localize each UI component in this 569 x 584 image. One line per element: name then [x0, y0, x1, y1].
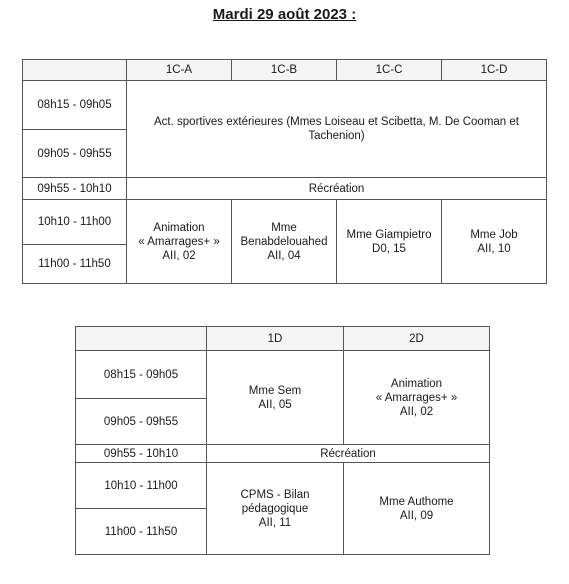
activity-line: « Amarrages+ »	[375, 391, 458, 404]
time-slot: 08h15 - 09h05	[76, 351, 207, 399]
activity-line: AII, 11	[258, 516, 292, 529]
header-1c-d: 1C-D	[442, 60, 547, 81]
activity-line: Act. sportives extérieures (Mmes Loiseau et Scibetta, M. De Cooman et	[154, 116, 519, 128]
activity-line: AII, 05	[258, 398, 292, 411]
activity-line: Benabdelouahed	[240, 235, 328, 248]
activity-line: « Amarrages+ »	[138, 235, 220, 248]
recreation-cell: Récréation	[127, 178, 547, 200]
activity-cell-1c-d	[442, 200, 547, 284]
recreation-cell: Récréation	[207, 445, 490, 463]
activity-line: D0, 15	[372, 242, 406, 255]
header-1c-a: 1C-A	[127, 60, 232, 81]
page-title: Mardi 29 août 2023 :	[212, 6, 357, 23]
activity-line: Mme	[271, 221, 297, 234]
header-1c-b: 1C-B	[232, 60, 337, 81]
activity-sport-cell	[127, 81, 547, 178]
header-2d: 2D	[344, 327, 490, 351]
time-slot: 11h00 - 11h50	[23, 245, 127, 284]
header-1d: 1D	[207, 327, 344, 351]
activity-line: AII, 04	[267, 249, 301, 262]
activity-line: AII, 10	[477, 242, 511, 255]
time-slot: 09h05 - 09h55	[76, 399, 207, 445]
activity-line: Mme Sem	[248, 384, 302, 397]
activity-cell-1c-b	[232, 200, 337, 284]
schedule-table-1d-2d	[75, 326, 490, 555]
activity-line: Animation	[153, 221, 205, 234]
header-1c-c: 1C-C	[337, 60, 442, 81]
time-slot: 09h55 - 10h10	[23, 178, 127, 200]
activity-line: AII, 02	[162, 249, 196, 262]
activity-line: AII, 09	[399, 509, 434, 522]
activity-line: pédagogique	[241, 502, 309, 515]
time-slot: 09h55 - 10h10	[76, 445, 207, 463]
activity-line: Mme Job	[470, 228, 518, 241]
activity-cell-2d	[344, 463, 490, 555]
activity-line: Tachenion)	[308, 130, 365, 142]
activity-cell-2d	[344, 351, 490, 445]
header-empty	[76, 327, 207, 351]
time-slot: 11h00 - 11h50	[76, 509, 207, 555]
activity-cell-1d	[207, 351, 344, 445]
header-empty	[23, 60, 127, 81]
activity-cell-1c-c	[337, 200, 442, 284]
activity-cell-1c-a	[127, 200, 232, 284]
time-slot: 09h05 - 09h55	[23, 130, 127, 178]
activity-line: CPMS - Bilan	[240, 488, 310, 501]
activity-line: Animation	[390, 377, 443, 390]
time-slot: 10h10 - 11h00	[23, 200, 127, 245]
time-slot: 08h15 - 09h05	[23, 81, 127, 130]
activity-line: Mme Authome	[379, 495, 454, 508]
activity-line: AII, 02	[399, 405, 434, 418]
time-slot: 10h10 - 11h00	[76, 463, 207, 509]
activity-cell-1d	[207, 463, 344, 555]
activity-line: Mme Giampietro	[346, 228, 432, 241]
schedule-table-1c	[22, 59, 547, 284]
